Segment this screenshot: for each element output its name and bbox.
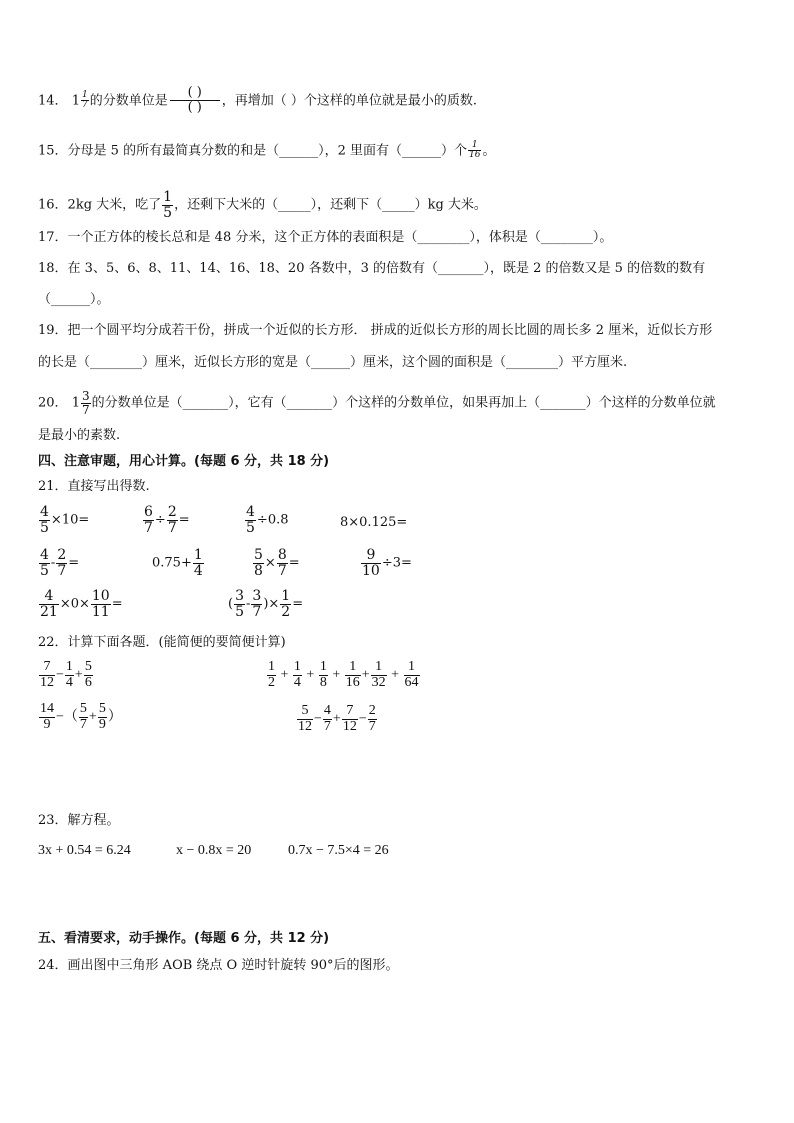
expr-22-4: $\frac{5}{12}$ − $\frac{4}{7}$ + $\frac{7}{12}$ − $\frac{2}{7}$ [298, 703, 376, 734]
question-22-title: 22．计算下面各题．(能简便的要简便计算) [38, 635, 286, 650]
question-15: 15．分母是 5 的所有最简真分数的和是（______），2 里面有（______）个 $\frac{1}{16}$ 。 [38, 140, 496, 161]
question-20-line2: 是最小的素数. [38, 428, 121, 443]
calc-item-a: $\frac{4}{5}$ ×10= [40, 504, 90, 536]
question-20: 20． 1 $\frac{3}{7}$ 的分数单位是（_______），它有（_______）个这样的分数单位，如果再加上（_______）个这样的分数单位就 [38, 389, 716, 417]
calc-item-j: ( $\frac{3}{5}$ - $\frac{3}{7}$ )× $\frac{1}{2}$ = [228, 588, 304, 620]
mixed-number: 1 $\frac{1}{7}$ [71, 89, 88, 111]
equation-3: 0.7x − 7.5×4 = 26 [288, 843, 389, 858]
calc-item-b: $\frac{6}{7}$ ÷ $\frac{2}{7}$ = [144, 504, 190, 536]
question-17: 17．一个正方体的棱长总和是 48 分米，这个正方体的表面积是（________），体积是（________）。 [38, 230, 613, 245]
question-19-line2: 的长是（________）厘米，近似长方形的宽是（______）厘米，这个圆的面积是（________）平方厘米. [38, 355, 628, 370]
equation-2: x − 0.8x = 20 [176, 843, 252, 858]
equation-1: 3x + 0.54 = 6.24 [38, 843, 131, 858]
question-24: 24．画出图中三角形 AOB 绕点 O 逆时针旋转 90°后的图形。 [38, 958, 399, 973]
calc-item-i: $\frac{4}{21}$ ×0× $\frac{10}{11}$ = [40, 588, 123, 620]
expr-22-2: $\frac{1}{2}$ + $\frac{1}{4}$ + $\frac{1}{8}$ + $\frac{1}{16}$ + $\frac{1}{32}$ + $\frac{1}{64}$ [268, 659, 419, 690]
expr-22-1: $\frac{7}{12}$ − $\frac{1}{4}$ + $\frac{5}{6}$ [40, 659, 92, 690]
question-16: 16．2kg 大米，吃了 $\frac{1}{5}$ ，还剩下大米的（_____），还剩下（_____）kg 大米。 [38, 189, 487, 221]
question-18-line2: （______）。 [38, 292, 110, 307]
fraction: $\frac{1}{5}$ [163, 189, 173, 221]
expr-22-3: $\frac{14}{9}$ −（ $\frac{5}{7}$ + $\frac{5}{9}$ ） [40, 701, 122, 732]
question-23-title: 23．解方程。 [38, 813, 120, 828]
question-19-line1: 19．把一个圆平均分成若干份，拼成一个近似的长方形． 拼成的近似长方形的周长比圆的周长多 2 厘米，近似长方形 [38, 323, 713, 338]
calc-item-g: $\frac{5}{8}$ × $\frac{8}{7}$ = [254, 547, 300, 579]
calc-item-e: $\frac{4}{5}$ - $\frac{2}{7}$ = [40, 547, 80, 579]
fraction-blank[interactable]: $\frac{( )}{( )}$ [170, 86, 220, 116]
question-14: 14． 1 $\frac{1}{7}$ 的分数单位是 $\frac{( )}{( )}$ ，再增加（ ）个这样的单位就是最小的质数. [38, 85, 477, 116]
calc-item-f: 0.75+ $\frac{1}{4}$ [152, 547, 203, 579]
question-18-line1: 18．在 3、5、6、8、11、14、16、18、20 各数中，3 的倍数有（_______），既是 2 的倍数又是 5 的倍数的数有 [38, 261, 706, 276]
calc-item-h: $\frac{9}{10}$ ÷3= [362, 547, 412, 579]
fraction: $\frac{1}{16}$ [469, 140, 481, 161]
section-5-title: 五、看清要求，动手操作。(每题 6 分，共 12 分) [38, 931, 330, 946]
section-4-title: 四、注意审题，用心计算。(每题 6 分，共 18 分) [38, 454, 330, 469]
question-number: 14． [38, 93, 68, 109]
calc-item-c: $\frac{4}{5}$ ÷0.8 [246, 504, 289, 536]
mixed-number: 1 $\frac{3}{7}$ [71, 389, 90, 417]
calc-item-d: 8×0.125= [340, 515, 408, 530]
question-21-title: 21．直接写出得数. [38, 479, 150, 494]
